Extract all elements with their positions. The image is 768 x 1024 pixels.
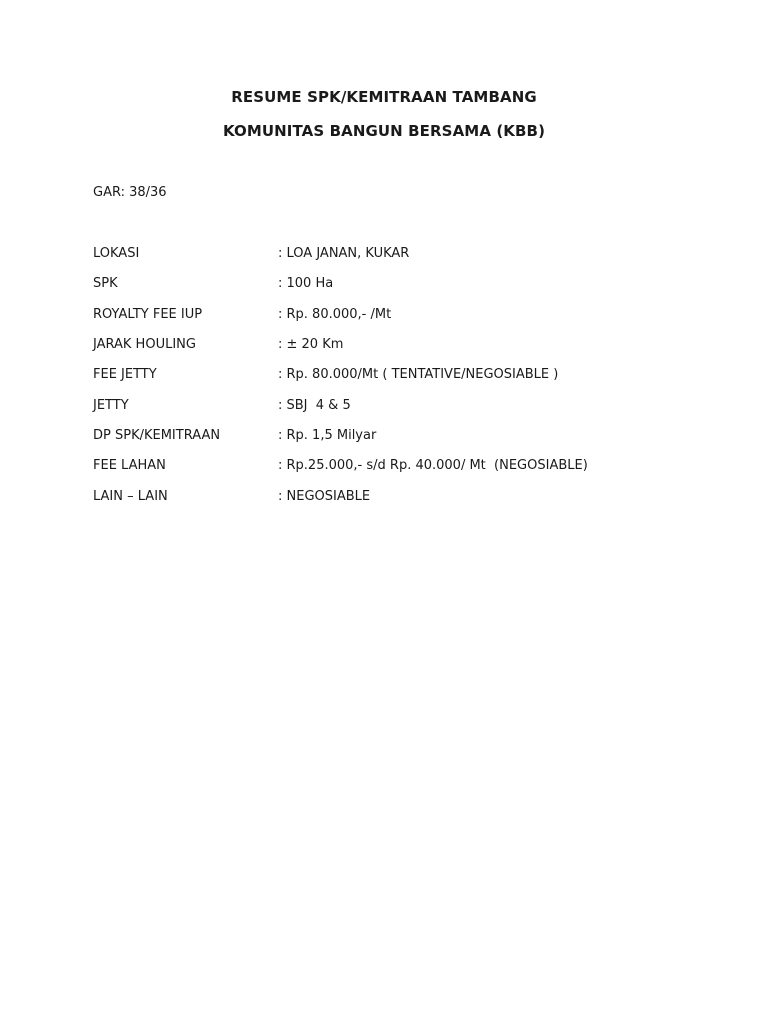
row-label: DP SPK/KEMITRAAN	[93, 428, 221, 443]
row-jarak-houling	[93, 337, 713, 357]
row-value: : NEGOSIABLE	[278, 489, 371, 504]
row-value: : Rp. 1,5 Milyar	[278, 428, 377, 443]
row-label: LAIN – LAIN	[93, 489, 168, 504]
row-royalty-fee-iup	[93, 307, 713, 327]
row-fee-lahan	[93, 458, 713, 478]
row-value: : Rp. 80.000/Mt ( TENTATIVE/NEGOSIABLE )	[278, 367, 559, 382]
row-lokasi	[93, 246, 713, 266]
row-label: FEE LAHAN	[93, 458, 166, 473]
row-value: : ± 20 Km	[278, 337, 344, 352]
row-value: : Rp. 80.000,- /Mt	[278, 307, 392, 322]
row-value: : LOA JANAN, KUKAR	[278, 246, 410, 261]
document-title: RESUME SPK/KEMITRAAN TAMBANG	[231, 88, 537, 106]
row-value: : Rp.25.000,- s/d Rp. 40.000/ Mt (NEGOSIABLE)	[278, 458, 588, 473]
gar-info: GAR: 38/36	[93, 185, 167, 200]
row-lain-lain	[93, 489, 713, 509]
row-value: : SBJ 4 & 5	[278, 398, 351, 413]
row-label: LOKASI	[93, 246, 140, 261]
row-spk	[93, 276, 713, 296]
row-jetty	[93, 398, 713, 418]
document-subtitle: KOMUNITAS BANGUN BERSAMA (KBB)	[222, 122, 546, 140]
row-label: FEE JETTY	[93, 367, 157, 382]
row-fee-jetty	[93, 367, 713, 387]
row-label: ROYALTY FEE IUP	[93, 307, 203, 322]
row-label: SPK	[93, 276, 118, 291]
row-label: JARAK HOULING	[93, 337, 196, 352]
row-label: JETTY	[93, 398, 129, 413]
row-dp-spk-kemitraan	[93, 428, 713, 448]
row-value: : 100 Ha	[278, 276, 334, 291]
